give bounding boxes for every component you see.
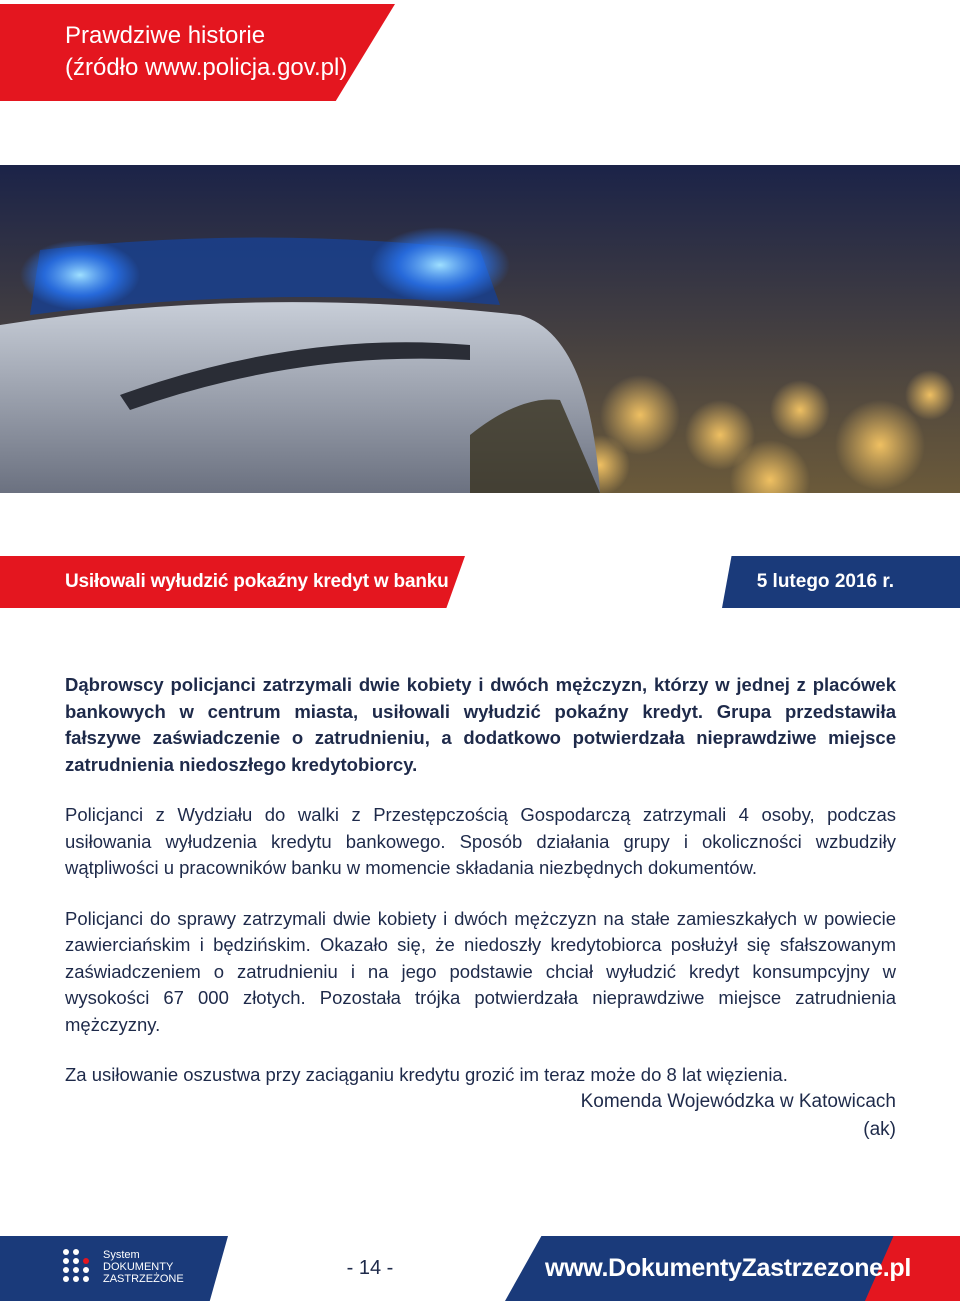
signature-institution: Komenda Wojewódzka w Katowicach — [580, 1091, 896, 1112]
header-title — [65, 20, 347, 84]
page-number: - 14 - — [346, 1257, 394, 1279]
logo-text-system: System — [103, 1249, 140, 1261]
article-paragraph-3: Za usiłowanie oszustwa przy zaciąganiu kredytu grozić im teraz może do 8 lat więzienia. — [65, 1064, 788, 1085]
logo-dots-icon — [62, 1248, 94, 1288]
footer-logo — [103, 1249, 184, 1285]
article-paragraph-1: Policjanci z Wydziału do walki z Przestępczością Gospodarczą zatrzymali 4 osoby, podczas usiłowania wyłudzenia kredytu bankowego. Sposób działania grupy i okoliczności wzbudziły wątpliwości u pracowników banku w momencie składania niezbędnych dokumentów. — [65, 804, 896, 878]
article-lead: Dąbrowscy policjanci zatrzymali dwie kobiety i dwóch mężczyzn, którzy w jednej z placówek bankowych w centrum miasta, usiłowali wyłudzić pokaźny kredyt. Grupa przedstawiła fałszywe zaświadczenie o zatrudnieniu, a dodatkowo potwierdzała nieprawdziwe miejsce zatrudnienia niedoszłego kredytobiorcy. — [65, 674, 896, 775]
header-title-line1: Prawdziwe historie — [65, 22, 266, 49]
website-link[interactable]: www.DokumentyZastrzezone.pl — [545, 1254, 912, 1282]
police-car-image — [0, 165, 960, 493]
signature-initials: (ak) — [863, 1119, 896, 1140]
article-body — [65, 672, 896, 1113]
logo-text-zastrzezone: ZASTRZEŻONE — [103, 1273, 184, 1285]
article-title: Usiłowali wyłudzić pokaźny kredyt w banku — [65, 571, 449, 592]
header-source-line: (źródło www.policja.gov.pl) — [65, 54, 348, 81]
article-date: 5 lutego 2016 r. — [756, 571, 894, 592]
article-paragraph-2: Policjanci do sprawy zatrzymali dwie kobiety i dwóch mężczyzn na stałe zamieszkałych w powiecie zawierciańskim i będzińskim. Okazało się, że niedoszły kredytobiorca posłużył się sfałszowanym zaświadczeniem o zatrudnieniu i na jego podstawie chciał wyłudzić kredyt konsumpcyjny w wysokości 67 000 złotych. Pozostała trójka potwierdzała nieprawdziwe miejsce zatrudnienia mężczyzny. — [65, 907, 896, 1035]
logo-text-dokumenty: DOKUMENTY — [103, 1261, 174, 1273]
police-car-photo — [0, 165, 960, 493]
article-signature — [500, 1088, 896, 1144]
